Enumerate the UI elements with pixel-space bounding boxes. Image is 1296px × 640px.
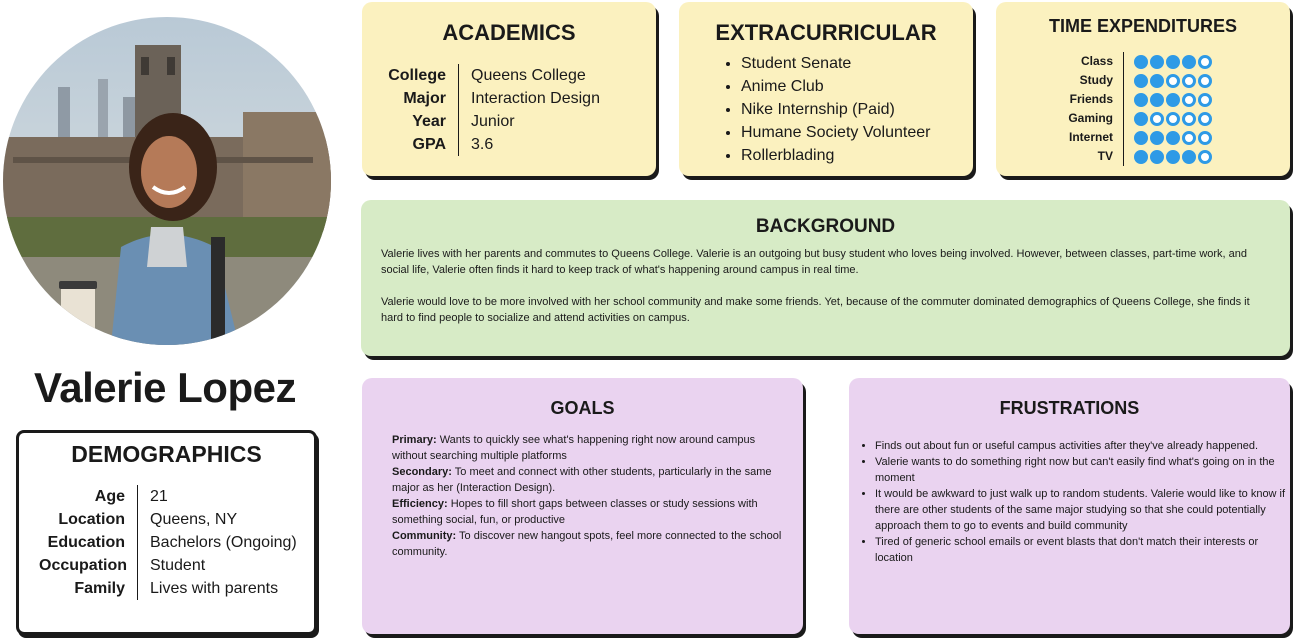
time-row <box>1065 71 1212 90</box>
empty-dot <box>1198 93 1212 107</box>
demographics-row <box>39 485 297 508</box>
academics-title: ACADEMICS <box>442 20 576 45</box>
goal-label: Secondary: <box>392 466 452 478</box>
goal-text: To discover new hangout spots, feel more connected to the school community. <box>392 530 782 558</box>
rating-dots <box>1124 150 1212 164</box>
time-row-label: TV <box>1065 147 1124 166</box>
background-paragraph: Valerie lives with her parents and commutes to Queens College. Valerie is an outgoing but busy student who loves being involved. However, between classes, part-time work, and social life, Valerie often finds it hard to keep track of what's happening around campus in real time. <box>381 248 1248 276</box>
time-row-label: Study <box>1065 71 1124 90</box>
time-row-label: Class <box>1065 52 1124 71</box>
rating-dots <box>1124 131 1212 145</box>
academics-row <box>376 64 600 87</box>
demographics-row <box>39 531 297 554</box>
background-card <box>361 200 1290 356</box>
time-row <box>1065 109 1212 128</box>
extracurricular-list <box>721 52 930 167</box>
demographics-label: Education <box>47 534 125 551</box>
demographics-label: Occupation <box>39 557 128 574</box>
list-item: • Valerie wants to do something right now but can't easily find what's going on in the moment <box>875 454 1293 486</box>
filled-dot <box>1150 131 1164 145</box>
goal-text: Hopes to fill short gaps between classes or study sessions with something social, fun, or productive <box>392 498 758 526</box>
demographics-label: Age <box>94 488 125 505</box>
filled-dot <box>1134 131 1148 145</box>
frustrations-list <box>857 438 1293 566</box>
demographics-value: 21 <box>137 485 168 508</box>
list-item: • Anime Club <box>741 75 930 98</box>
demographics-value: Lives with parents <box>137 577 278 600</box>
profile-photo <box>3 17 331 345</box>
goal-item <box>392 496 787 528</box>
rating-dots <box>1124 55 1212 69</box>
list-item: • Tired of generic school emails or event blasts that don't match their interests or location <box>875 534 1293 566</box>
academics-value: Queens College <box>458 64 586 87</box>
filled-dot <box>1182 55 1196 69</box>
academics-value: 3.6 <box>458 133 493 156</box>
academics-table <box>376 64 600 156</box>
background-title: BACKGROUND <box>755 216 896 237</box>
empty-dot <box>1166 112 1180 126</box>
empty-dot <box>1150 112 1164 126</box>
empty-dot <box>1198 74 1212 88</box>
filled-dot <box>1166 131 1180 145</box>
frustrations-title: FRUSTRATIONS <box>999 398 1140 418</box>
list-item: • Student Senate <box>741 52 930 75</box>
academics-label: Major <box>403 90 446 107</box>
goal-item <box>392 464 787 496</box>
background-body <box>381 246 1271 326</box>
demographics-label: Location <box>58 511 125 528</box>
demographics-label: Family <box>74 580 125 597</box>
academics-row <box>376 87 600 110</box>
goals-title: GOALS <box>550 398 615 418</box>
goal-item <box>392 432 787 464</box>
time-row-label: Gaming <box>1065 109 1124 128</box>
rating-dots <box>1124 74 1212 88</box>
list-item: • Humane Society Volunteer <box>741 121 930 144</box>
empty-dot <box>1198 150 1212 164</box>
filled-dot <box>1150 55 1164 69</box>
time-row <box>1065 147 1212 166</box>
academics-row <box>376 133 600 156</box>
demographics-value: Bachelors (Ongoing) <box>137 531 297 554</box>
empty-dot <box>1198 131 1212 145</box>
demographics-table <box>39 485 297 600</box>
background-paragraph: Valerie would love to be more involved with her school community and make some friends. Yet, because of the commuter dominated demographics of Queens College, she finds it hard to find people to socialize and attend activities on campus. <box>381 296 1250 324</box>
time-row-label: Internet <box>1065 128 1124 147</box>
filled-dot <box>1134 55 1148 69</box>
list-item: • Rollerblading <box>741 144 930 167</box>
goals-card <box>362 378 803 634</box>
empty-dot <box>1182 93 1196 107</box>
goal-label: Efficiency: <box>392 498 448 510</box>
empty-dot <box>1182 74 1196 88</box>
empty-dot <box>1182 112 1196 126</box>
extracurricular-card <box>679 2 973 176</box>
time-row <box>1065 52 1212 71</box>
time-expenditures-table <box>1065 52 1212 166</box>
goal-label: Primary: <box>392 434 437 446</box>
empty-dot <box>1198 112 1212 126</box>
empty-dot <box>1198 55 1212 69</box>
filled-dot <box>1150 93 1164 107</box>
academics-card <box>362 2 656 176</box>
time-row <box>1065 128 1212 147</box>
goal-text: To meet and connect with other students, particularly in the same major as her (Interaction Design). <box>392 466 772 494</box>
filled-dot <box>1166 55 1180 69</box>
filled-dot <box>1166 150 1180 164</box>
extracurricular-title: EXTRACURRICULAR <box>715 20 937 45</box>
filled-dot <box>1134 112 1148 126</box>
goal-label: Community: <box>392 530 457 542</box>
filled-dot <box>1134 74 1148 88</box>
list-item: • Finds out about fun or useful campus activities after they've already happened. <box>875 438 1293 454</box>
goals-list <box>392 432 787 560</box>
academics-value: Interaction Design <box>458 87 600 110</box>
empty-dot <box>1166 74 1180 88</box>
filled-dot <box>1182 150 1196 164</box>
academics-label: College <box>388 67 446 84</box>
filled-dot <box>1134 150 1148 164</box>
filled-dot <box>1150 150 1164 164</box>
list-item: • It would be awkward to just walk up to random students. Valerie would like to know if there are other students of the same major studying so that she could potentially approach them to go to events and build community <box>875 486 1293 534</box>
demographics-row <box>39 577 297 600</box>
demographics-value: Student <box>137 554 205 577</box>
rating-dots <box>1124 112 1212 126</box>
academics-value: Junior <box>458 110 515 133</box>
list-item: • Nike Internship (Paid) <box>741 98 930 121</box>
filled-dot <box>1150 74 1164 88</box>
frustrations-card <box>849 378 1290 634</box>
time-expenditures-title: TIME EXPENDITURES <box>1048 16 1238 36</box>
demographics-title: DEMOGRAPHICS <box>71 441 262 467</box>
empty-dot <box>1182 131 1196 145</box>
academics-row <box>376 110 600 133</box>
persona-name: Valerie Lopez <box>34 364 296 411</box>
demographics-card <box>16 430 317 635</box>
filled-dot <box>1134 93 1148 107</box>
demographics-row <box>39 554 297 577</box>
academics-label: GPA <box>412 136 446 153</box>
demographics-value: Queens, NY <box>137 508 237 531</box>
filled-dot <box>1166 93 1180 107</box>
goal-item <box>392 528 787 560</box>
goal-text: Wants to quickly see what's happening right now around campus without searching multiple platforms <box>392 434 756 462</box>
time-row <box>1065 90 1212 109</box>
time-row-label: Friends <box>1065 90 1124 109</box>
demographics-row <box>39 508 297 531</box>
academics-label: Year <box>412 113 446 130</box>
rating-dots <box>1124 93 1212 107</box>
